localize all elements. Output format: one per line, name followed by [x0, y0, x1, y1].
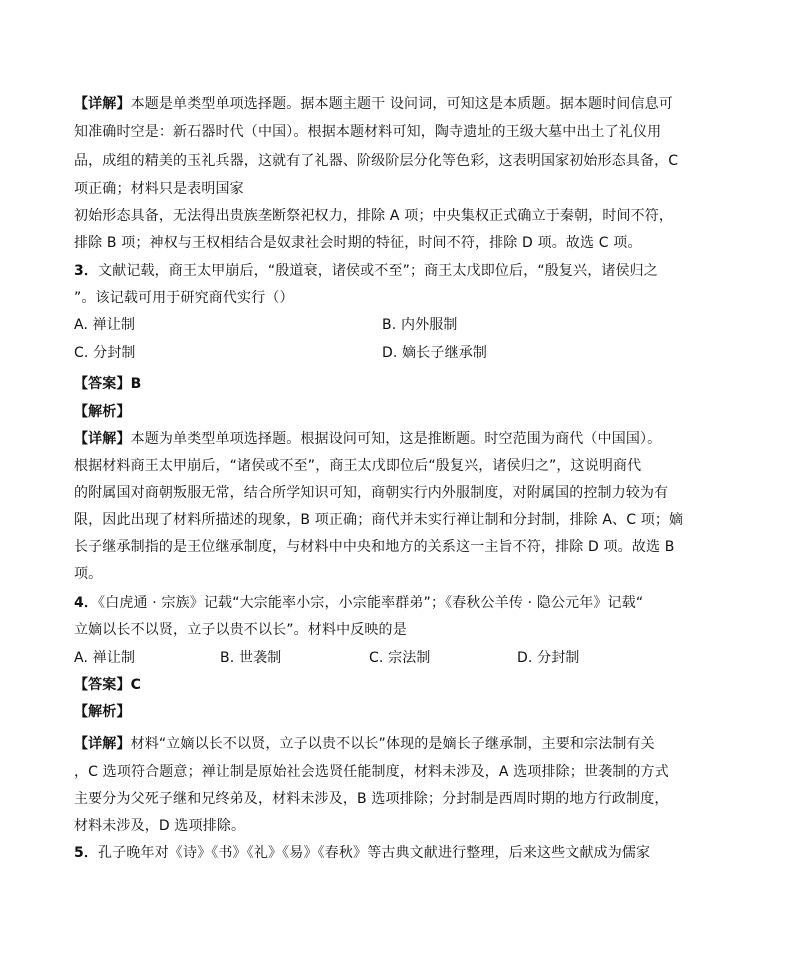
q3-detail-line-1: 【详解】本题为单类型单项选择题。根据设问可知，这是推断题。时空范围为商代（中国国）。	[74, 431, 662, 447]
q2-detail-line-4: 项正确；材料只是表明国家	[74, 181, 244, 197]
q3-detail-line-3: 的附属国对商朝叛服无常，结合所学知识可知，商朝实行内外服制度，对附属国的控制力较为有	[74, 485, 669, 501]
q2-detail-line-3: 品，成组的精美的玉礼兵器，这就有了礼器、阶级阶层分化等色彩，这表明国家初始形态具备，C	[74, 153, 679, 169]
q4-analysis-label: 【解析】	[74, 704, 131, 720]
q4-option-c: C. 宗法制	[369, 650, 431, 666]
q3-option-c: C. 分封制	[74, 345, 136, 361]
q4-stem-line-2: 立嫡以长不以贤，立子以贵不以长”。材料中反映的是	[74, 622, 407, 638]
q3-option-a: A. 禅让制	[74, 317, 136, 333]
q4-option-b: B. 世袭制	[220, 650, 282, 666]
q2-detail-line-6: 排除 B 项；神权与王权相结合是奴隶社会时期的特征，时间不符，排除 D 项。故选 C 项。	[74, 235, 642, 251]
q3-detail-line-2: 根据材料商王太甲崩后，“诸侯或不至”，商王太戊即位后“殷复兴，诸侯归之”，这说明商代	[74, 458, 642, 474]
q3-answer: 【答案】B	[74, 376, 142, 392]
q4-detail-line-2: ，C 选项符合题意；禅让制是原始社会选贤任能制度，材料未涉及，A 选项排除；世袭制的方式	[74, 764, 669, 780]
q3-detail-line-6: 项。	[74, 566, 103, 582]
q3-stem-line-1: 3．文献记载，商王太甲崩后，“殷道衰，诸侯或不至”；商王太戊即位后，“殷复兴，诸侯归之	[74, 263, 658, 279]
q3-detail-line-5: 长子继承制指的是王位继承制度，与材料中中央和地方的关系这一主旨不符，排除 D 项。故选 B	[74, 539, 675, 555]
q2-detail-line-1: 【详解】本题是单类型单项选择题。据本题主题干 设问词，可知这是本质题。据本题时间信息可	[74, 96, 673, 112]
q3-option-d: D. 嫡长子继承制	[382, 345, 488, 361]
q4-detail-line-4: 材料未涉及，D 选项排除。	[74, 818, 246, 834]
q4-detail-label: 【详解】	[74, 736, 131, 752]
q4-number: 4．	[74, 595, 99, 611]
q3-stem-line-2: ”。该记载可用于研究商代实行（）	[74, 290, 294, 306]
q4-stem-line-1: 4．《白虎通 · 宗族》记载“大宗能率小宗，小宗能率群弟”；《春秋公羊传 · 隐公元年》记载“	[74, 595, 644, 611]
q2-detail-line-5: 初始形态具备，无法得出贵族垄断祭祀权力，排除 A 项；中央集权正式确立于秦朝，时间不符，	[74, 208, 674, 224]
q5-number: 5．	[74, 845, 99, 861]
q3-analysis-label: 【解析】	[74, 404, 131, 420]
q3-option-b: B. 内外服制	[382, 317, 458, 333]
q4-answer: 【答案】C	[74, 677, 142, 693]
q4-detail-line-1: 【详解】材料“立嫡以长不以贤，立子以贵不以长”体现的是嫡长子继承制，主要和宗法制有关	[74, 736, 655, 752]
q4-detail-line-3: 主要分为父死子继和兄终弟及，材料未涉及，B 选项排除；分封制是西周时期的地方行政制度，	[74, 791, 669, 807]
q4-option-a: A. 禅让制	[74, 650, 136, 666]
q3-detail-label: 【详解】	[74, 431, 131, 447]
q2-detail-line-2: 知准确时空是：新石器时代（中国）。根据本题材料可知，陶寺遗址的王级大墓中出土了礼仪用	[74, 124, 662, 140]
q3-detail-line-4: 限，因此出现了材料所描述的现象，B 项正确；商代并未实行禅让制和分封制，排除 A、C 项；嫡	[74, 512, 684, 528]
q4-option-d: D. 分封制	[517, 650, 580, 666]
q3-number: 3．	[74, 263, 99, 279]
q5-stem-line-1: 5．孔子晚年对《诗》《书》《礼》《易》《春秋》等古典文献进行整理，后来这些文献成为儒家	[74, 845, 651, 861]
q2-detail-label: 【详解】	[74, 96, 131, 112]
